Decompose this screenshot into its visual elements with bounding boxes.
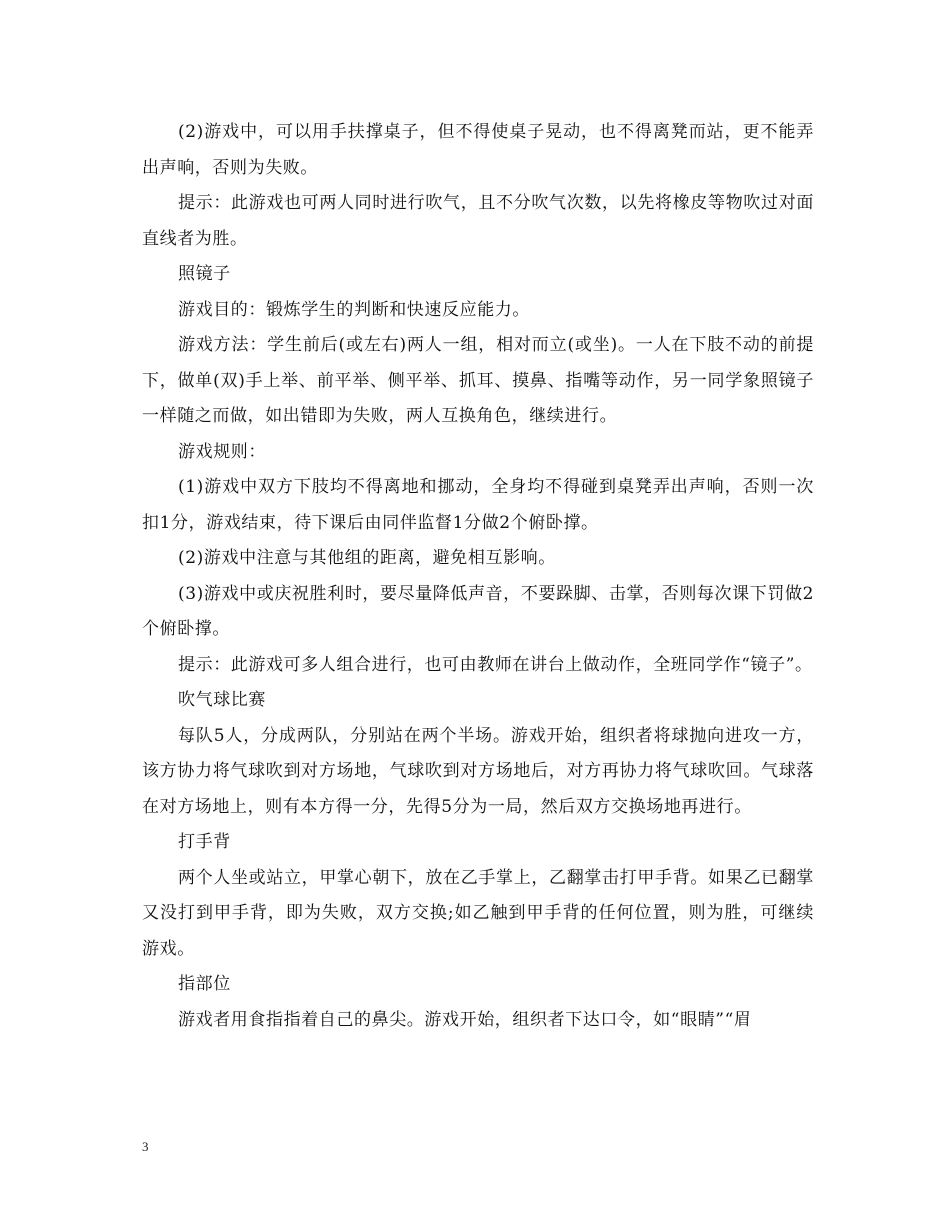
- paragraph-balloon-description: 每队5人，分成两队，分别站在两个半场。游戏开始，组织者将球抛向进攻一方，该方协力将气球吹到对方场地，气球吹到对方场地后，对方再协力将气球吹回。气球落在对方场地上，则有本方得一分，先得5分为一局，然后双方交换场地再进行。: [142, 725, 814, 817]
- paragraph-point-part-description: 游戏者用食指指着自己的鼻尖。游戏开始，组织者下达口令，如“眼睛”“眉: [178, 1009, 752, 1030]
- paragraph-mirror-rule-2: (2)游戏中注意与其他组的距离，避免相互影响。: [178, 548, 556, 568]
- paragraph-mirror-hint: 提示：此游戏可多人组合进行，也可由教师在讲台上做动作，全班同学作“镜子”。: [178, 654, 813, 675]
- paragraph-hint-blow-game: 提示：此游戏也可两人同时进行吹气，且不分吹气次数，以先将橡皮等物吹过对面直线者为胜。: [142, 193, 814, 249]
- page-number: 3: [142, 1139, 149, 1154]
- paragraph-mirror-purpose: 游戏目的：锻炼学生的判断和快速反应能力。: [178, 299, 530, 320]
- paragraph-mirror-rule-3: (3)游戏中或庆祝胜利时，要尽量降低声音，不要跺脚、击掌，否则每次课下罚做2个俯卧撑。: [142, 583, 814, 639]
- document-body: [142, 115, 814, 1038]
- heading-mirror-game: 照镜子: [178, 264, 231, 284]
- heading-hand-slap-game: 打手背: [178, 832, 231, 852]
- paragraph-mirror-method: 游戏方法：学生前后(或左右)两人一组，相对而立(或坐)。一人在下肢不动的前提下，做单(双)手上举、前平举、侧平举、抓耳、摸鼻、指嘴等动作，另一同学象照镜子一样随之而做，如出错即为失败，两人互换角色，继续进行。: [142, 335, 814, 426]
- paragraph-mirror-rules-title: 游戏规则：: [178, 441, 266, 462]
- paragraph-hand-slap-description: 两个人坐或站立，甲掌心朝下，放在乙手掌上，乙翻掌击打甲手背。如果乙已翻掌又没打到甲手背，即为失败，双方交换;如乙触到甲手背的任何位置，则为胜，可继续游戏。: [142, 867, 814, 959]
- heading-balloon-game: 吹气球比赛: [178, 690, 266, 710]
- heading-point-part-game: 指部位: [178, 974, 231, 994]
- paragraph-rule-2-blow-game: (2)游戏中，可以用手扶撑桌子，但不得使桌子晃动，也不得离凳而站，更不能弄出声响，否则为失败。: [142, 122, 814, 178]
- paragraph-mirror-rule-1: (1)游戏中双方下肢均不得离地和挪动，全身均不得碰到桌凳弄出声响，否则一次扣1分，游戏结束，待下课后由同伴监督1分做2个俯卧撑。: [142, 477, 814, 533]
